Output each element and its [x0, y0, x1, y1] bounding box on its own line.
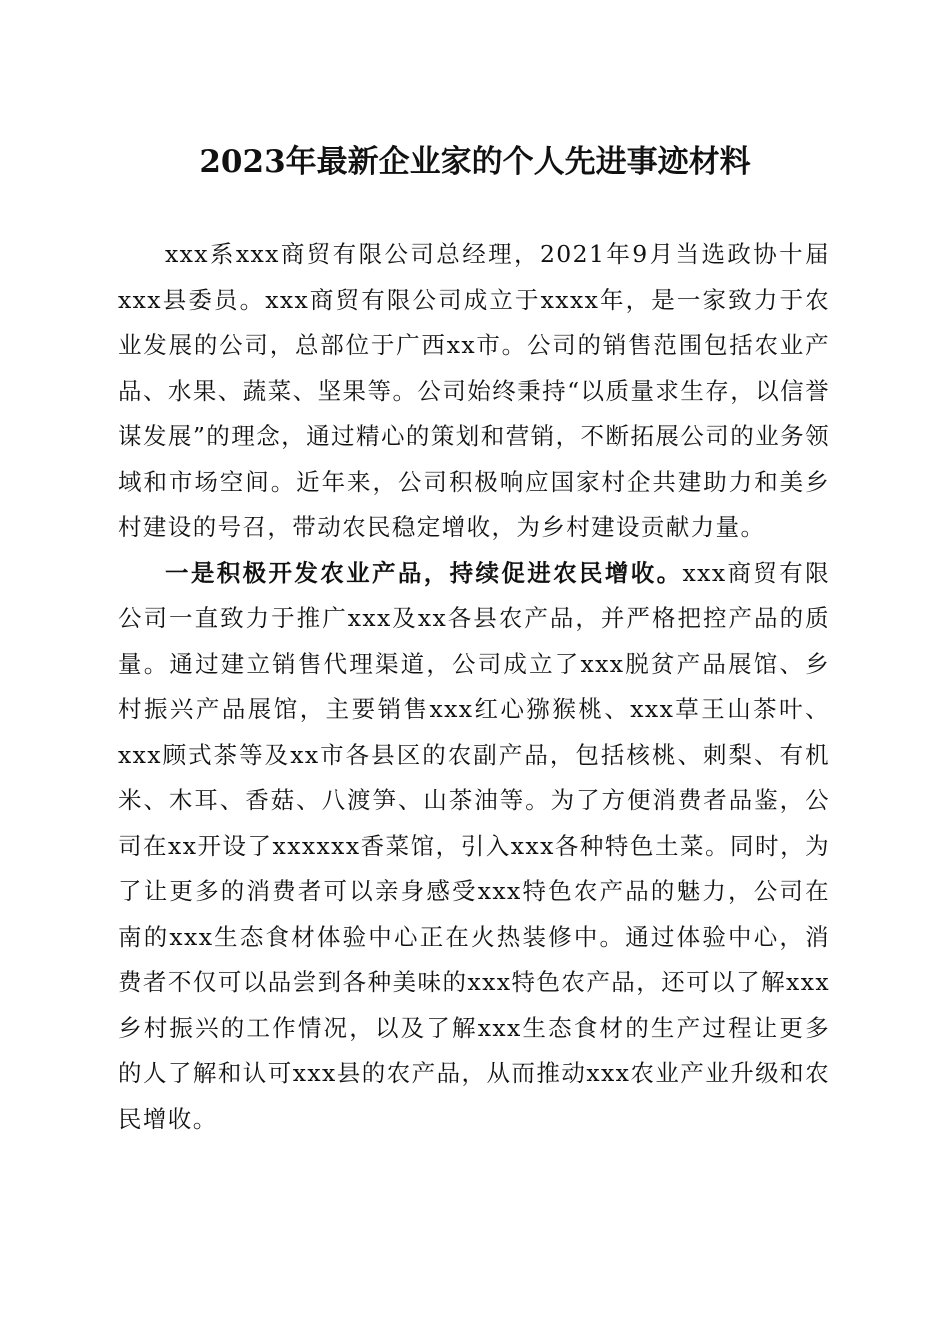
- document-body: [118, 232, 830, 1142]
- paragraph-text: xxx商贸有限公司一直致力于推广xxx及xx各县农产品，并严格把控产品的质量。通过建立销售代理渠道，公司成立了xxx脱贫产品展馆、乡村振兴产品展馆，主要销售xxx红心猕猴桃、xxx草王山茶叶、xxx顾式茶等及xx市各县区的农副产品，包括核桃、刺梨、有机米、木耳、香菇、八渡笋、山茶油等。为了方便消费者品鉴，公司在xx开设了xxxxxx香菜馆，引入xxx各种特色土菜。同时，为了让更多的消费者可以亲身感受xxx特色农产品的魅力，公司在南的xxx生态食材体验中心正在火热装修中。通过体验中心，消费者不仅可以品尝到各种美味的xxx特色农产品，还可以了解xxx乡村振兴的工作情况，以及了解xxx生态食材的生产过程让更多的人了解和认可xxx县的农产品，从而推动xxx农业产业升级和农民增收。: [118, 558, 830, 1133]
- page-title: 2023年最新企业家的个人先进事迹材料: [199, 144, 751, 180]
- paragraph-section-one: [118, 551, 830, 1143]
- paragraph-lead: 一是积极开发农业产品，持续促进农民增收。: [165, 558, 683, 587]
- paragraph-text: xxx系xxx商贸有限公司总经理，2021年9月当选政协十届xxx县委员。xxx商贸有限公司成立于xxxx年，是一家致力于农业发展的公司，总部位于广西xx市。公司的销售范围包括农业产品、水果、蔬菜、坚果等。公司始终秉持“以质量求生存，以信誉谋发展”的理念，通过精心的策划和营销，不断拓展公司的业务领域和市场空间。近年来，公司积极响应国家村企共建助力和美乡村建设的号召，带动农民稳定增收，为乡村建设贡献力量。: [118, 240, 830, 541]
- paragraph-intro: [118, 232, 830, 551]
